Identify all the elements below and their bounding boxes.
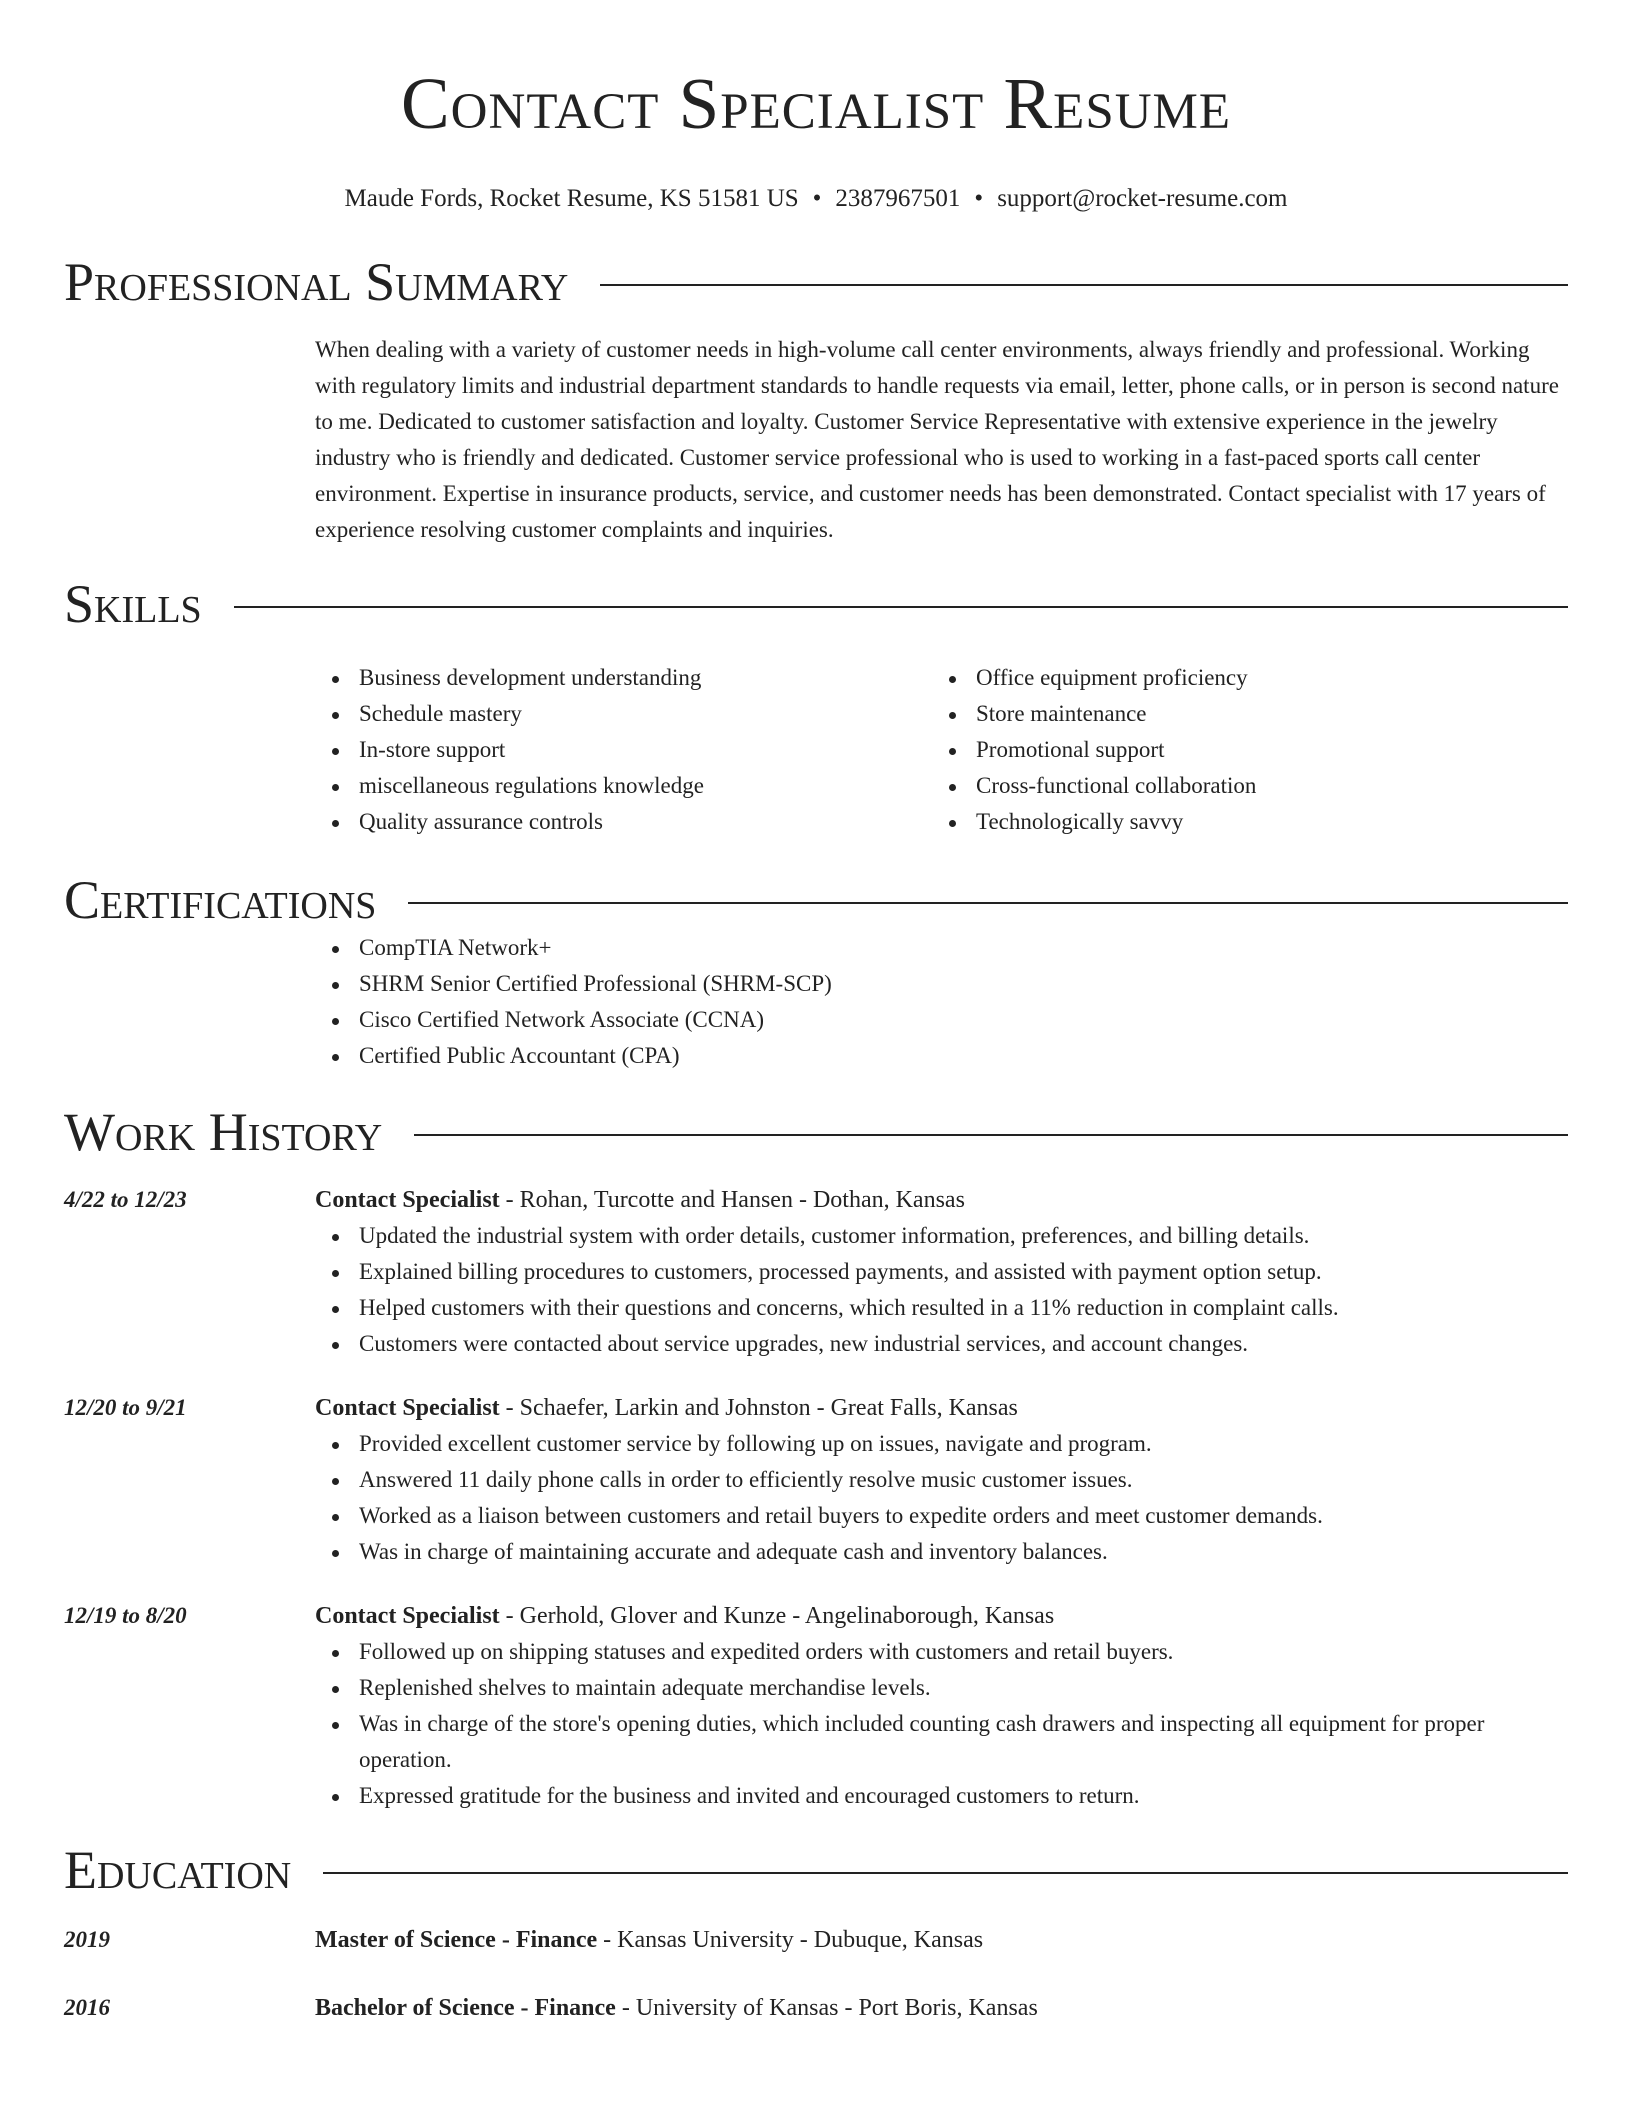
skills-grid bbox=[315, 660, 1568, 840]
separator-dot: • bbox=[812, 185, 822, 212]
skills-list-right bbox=[932, 660, 1549, 840]
work-dates: 12/20 to 9/21 bbox=[64, 1395, 187, 1420]
skill-item: Cross-functional collaboration bbox=[976, 768, 1549, 804]
summary-paragraph: When dealing with a variety of customer needs in high-volume call center environments, always friendly and professional. Working with regulatory limits and industrial department standards to handle requests via email, letter, phone calls, or in person is second nature to me. Dedicated to customer satisfaction and loyalty. Customer Service Representative with extensive experience in the jewelry industry who is friendly and dedicated. Customer service professional who is used to working in a fast-paced sports call center environment. Expertise in insurance products, service, and customer needs has been demonstrated. Contact specialist with 17 years of experience resolving customer complaints and inquiries. bbox=[315, 337, 1559, 542]
work-entry bbox=[64, 1390, 1568, 1570]
summary-section-body bbox=[315, 332, 1568, 548]
work-bullet: Expressed gratitude for the business and invited and encouraged customers to return. bbox=[359, 1778, 1568, 1814]
summary-section-header bbox=[64, 252, 1568, 312]
work-heading bbox=[315, 1182, 1568, 1218]
work-bullet: Followed up on shipping statuses and expedited orders with customers and retail buyers. bbox=[359, 1634, 1568, 1670]
degree-name: Bachelor of Science - Finance bbox=[315, 1995, 616, 2021]
section-divider bbox=[414, 1134, 1568, 1136]
education-year: 2016 bbox=[64, 1995, 110, 2020]
job-title: Contact Specialist bbox=[315, 1395, 500, 1421]
contact-phone: 2387967501 bbox=[835, 185, 961, 212]
employer-location: - Rohan, Turcotte and Hansen - Dothan, Kansas bbox=[499, 1187, 965, 1213]
contact-email: support@rocket-resume.com bbox=[997, 185, 1288, 212]
work-bullet-list bbox=[315, 1426, 1568, 1570]
section-divider bbox=[234, 606, 1568, 608]
work-bullet: Answered 11 daily phone calls in order to efficiently resolve music customer issues. bbox=[359, 1462, 1568, 1498]
work-dates: 12/19 to 8/20 bbox=[64, 1603, 187, 1628]
education-year: 2019 bbox=[64, 1927, 110, 1952]
section-title-summary: Professional Summary bbox=[64, 252, 569, 312]
certification-item: Cisco Certified Network Associate (CCNA) bbox=[359, 1002, 1568, 1038]
work-bullet: Customers were contacted about service upgrades, new industrial services, and account changes. bbox=[359, 1326, 1568, 1362]
section-title-skills: Skills bbox=[64, 574, 202, 634]
work-bullet: Helped customers with their questions and concerns, which resulted in a 11% reduction in complaint calls. bbox=[359, 1290, 1568, 1326]
skill-item: Promotional support bbox=[976, 732, 1549, 768]
separator-dot: • bbox=[974, 185, 984, 212]
work-bullet: Worked as a liaison between customers and retail buyers to expedite orders and meet customer demands. bbox=[359, 1498, 1568, 1534]
certifications-list bbox=[315, 930, 1568, 1074]
work-dates: 4/22 to 12/23 bbox=[64, 1187, 187, 1212]
certifications-section-header bbox=[64, 870, 1568, 930]
certification-item: Certified Public Accountant (CPA) bbox=[359, 1038, 1568, 1074]
education-section-header bbox=[64, 1840, 1568, 1900]
work-entry bbox=[64, 1182, 1568, 1362]
work-history-section-header bbox=[64, 1102, 1568, 1162]
job-title: Contact Specialist bbox=[315, 1603, 500, 1629]
work-bullet: Replenished shelves to maintain adequate merchandise levels. bbox=[359, 1670, 1568, 1706]
skill-item: Schedule mastery bbox=[359, 696, 932, 732]
skills-list-left bbox=[315, 660, 932, 840]
section-title-education: Education bbox=[64, 1840, 292, 1900]
work-details bbox=[315, 1182, 1568, 1362]
work-details bbox=[315, 1390, 1568, 1570]
certification-item: CompTIA Network+ bbox=[359, 930, 1568, 966]
skill-item: Store maintenance bbox=[976, 696, 1549, 732]
skill-item: Office equipment proficiency bbox=[976, 660, 1549, 696]
contact-line bbox=[64, 184, 1568, 214]
job-title: Contact Specialist bbox=[315, 1187, 500, 1213]
work-bullet: Updated the industrial system with order details, customer information, preferences, and billing details. bbox=[359, 1218, 1568, 1254]
section-title-certifications: Certifications bbox=[64, 870, 377, 930]
work-heading bbox=[315, 1598, 1568, 1634]
skill-item: Business development understanding bbox=[359, 660, 932, 696]
contact-address: Maude Fords, Rocket Resume, KS 51581 US bbox=[344, 185, 799, 212]
skills-section-body bbox=[315, 660, 1568, 840]
work-bullet-list bbox=[315, 1634, 1568, 1814]
work-bullet: Was in charge of the store's opening duties, which included counting cash drawers and inspecting all equipment for proper operation. bbox=[359, 1706, 1568, 1778]
certification-item: SHRM Senior Certified Professional (SHRM-SCP) bbox=[359, 966, 1568, 1002]
school-location: - Kansas University - Dubuque, Kansas bbox=[597, 1927, 984, 1953]
work-bullet: Explained billing procedures to customers, processed payments, and assisted with payment option setup. bbox=[359, 1254, 1568, 1290]
skills-section-header bbox=[64, 574, 1568, 634]
education-details bbox=[315, 1990, 1038, 2026]
degree-name: Master of Science - Finance bbox=[315, 1927, 598, 1953]
work-entry bbox=[64, 1598, 1568, 1814]
work-heading bbox=[315, 1390, 1568, 1426]
work-details bbox=[315, 1598, 1568, 1814]
education-entry bbox=[64, 1922, 1568, 1958]
education-details bbox=[315, 1922, 983, 1958]
work-bullet: Provided excellent customer service by following up on issues, navigate and program. bbox=[359, 1426, 1568, 1462]
skills-column-right bbox=[932, 660, 1549, 840]
skill-item: Quality assurance controls bbox=[359, 804, 932, 840]
section-divider bbox=[600, 284, 1568, 286]
employer-location: - Gerhold, Glover and Kunze - Angelinaborough, Kansas bbox=[499, 1603, 1055, 1629]
education-entry bbox=[64, 1990, 1568, 2026]
section-divider bbox=[408, 902, 1568, 904]
resume-title: Contact Specialist Resume bbox=[400, 63, 1232, 144]
section-title-work-history: Work History bbox=[64, 1102, 383, 1162]
skill-item: In-store support bbox=[359, 732, 932, 768]
school-location: - University of Kansas - Port Boris, Kansas bbox=[615, 1995, 1038, 2021]
skills-column-left bbox=[315, 660, 932, 840]
section-divider bbox=[323, 1872, 1568, 1874]
certifications-section-body bbox=[315, 930, 1568, 1074]
work-bullet: Was in charge of maintaining accurate and adequate cash and inventory balances. bbox=[359, 1534, 1568, 1570]
skill-item: Technologically savvy bbox=[976, 804, 1549, 840]
work-bullet-list bbox=[315, 1218, 1568, 1362]
skill-item: miscellaneous regulations knowledge bbox=[359, 768, 932, 804]
employer-location: - Schaefer, Larkin and Johnston - Great Falls, Kansas bbox=[499, 1395, 1018, 1421]
